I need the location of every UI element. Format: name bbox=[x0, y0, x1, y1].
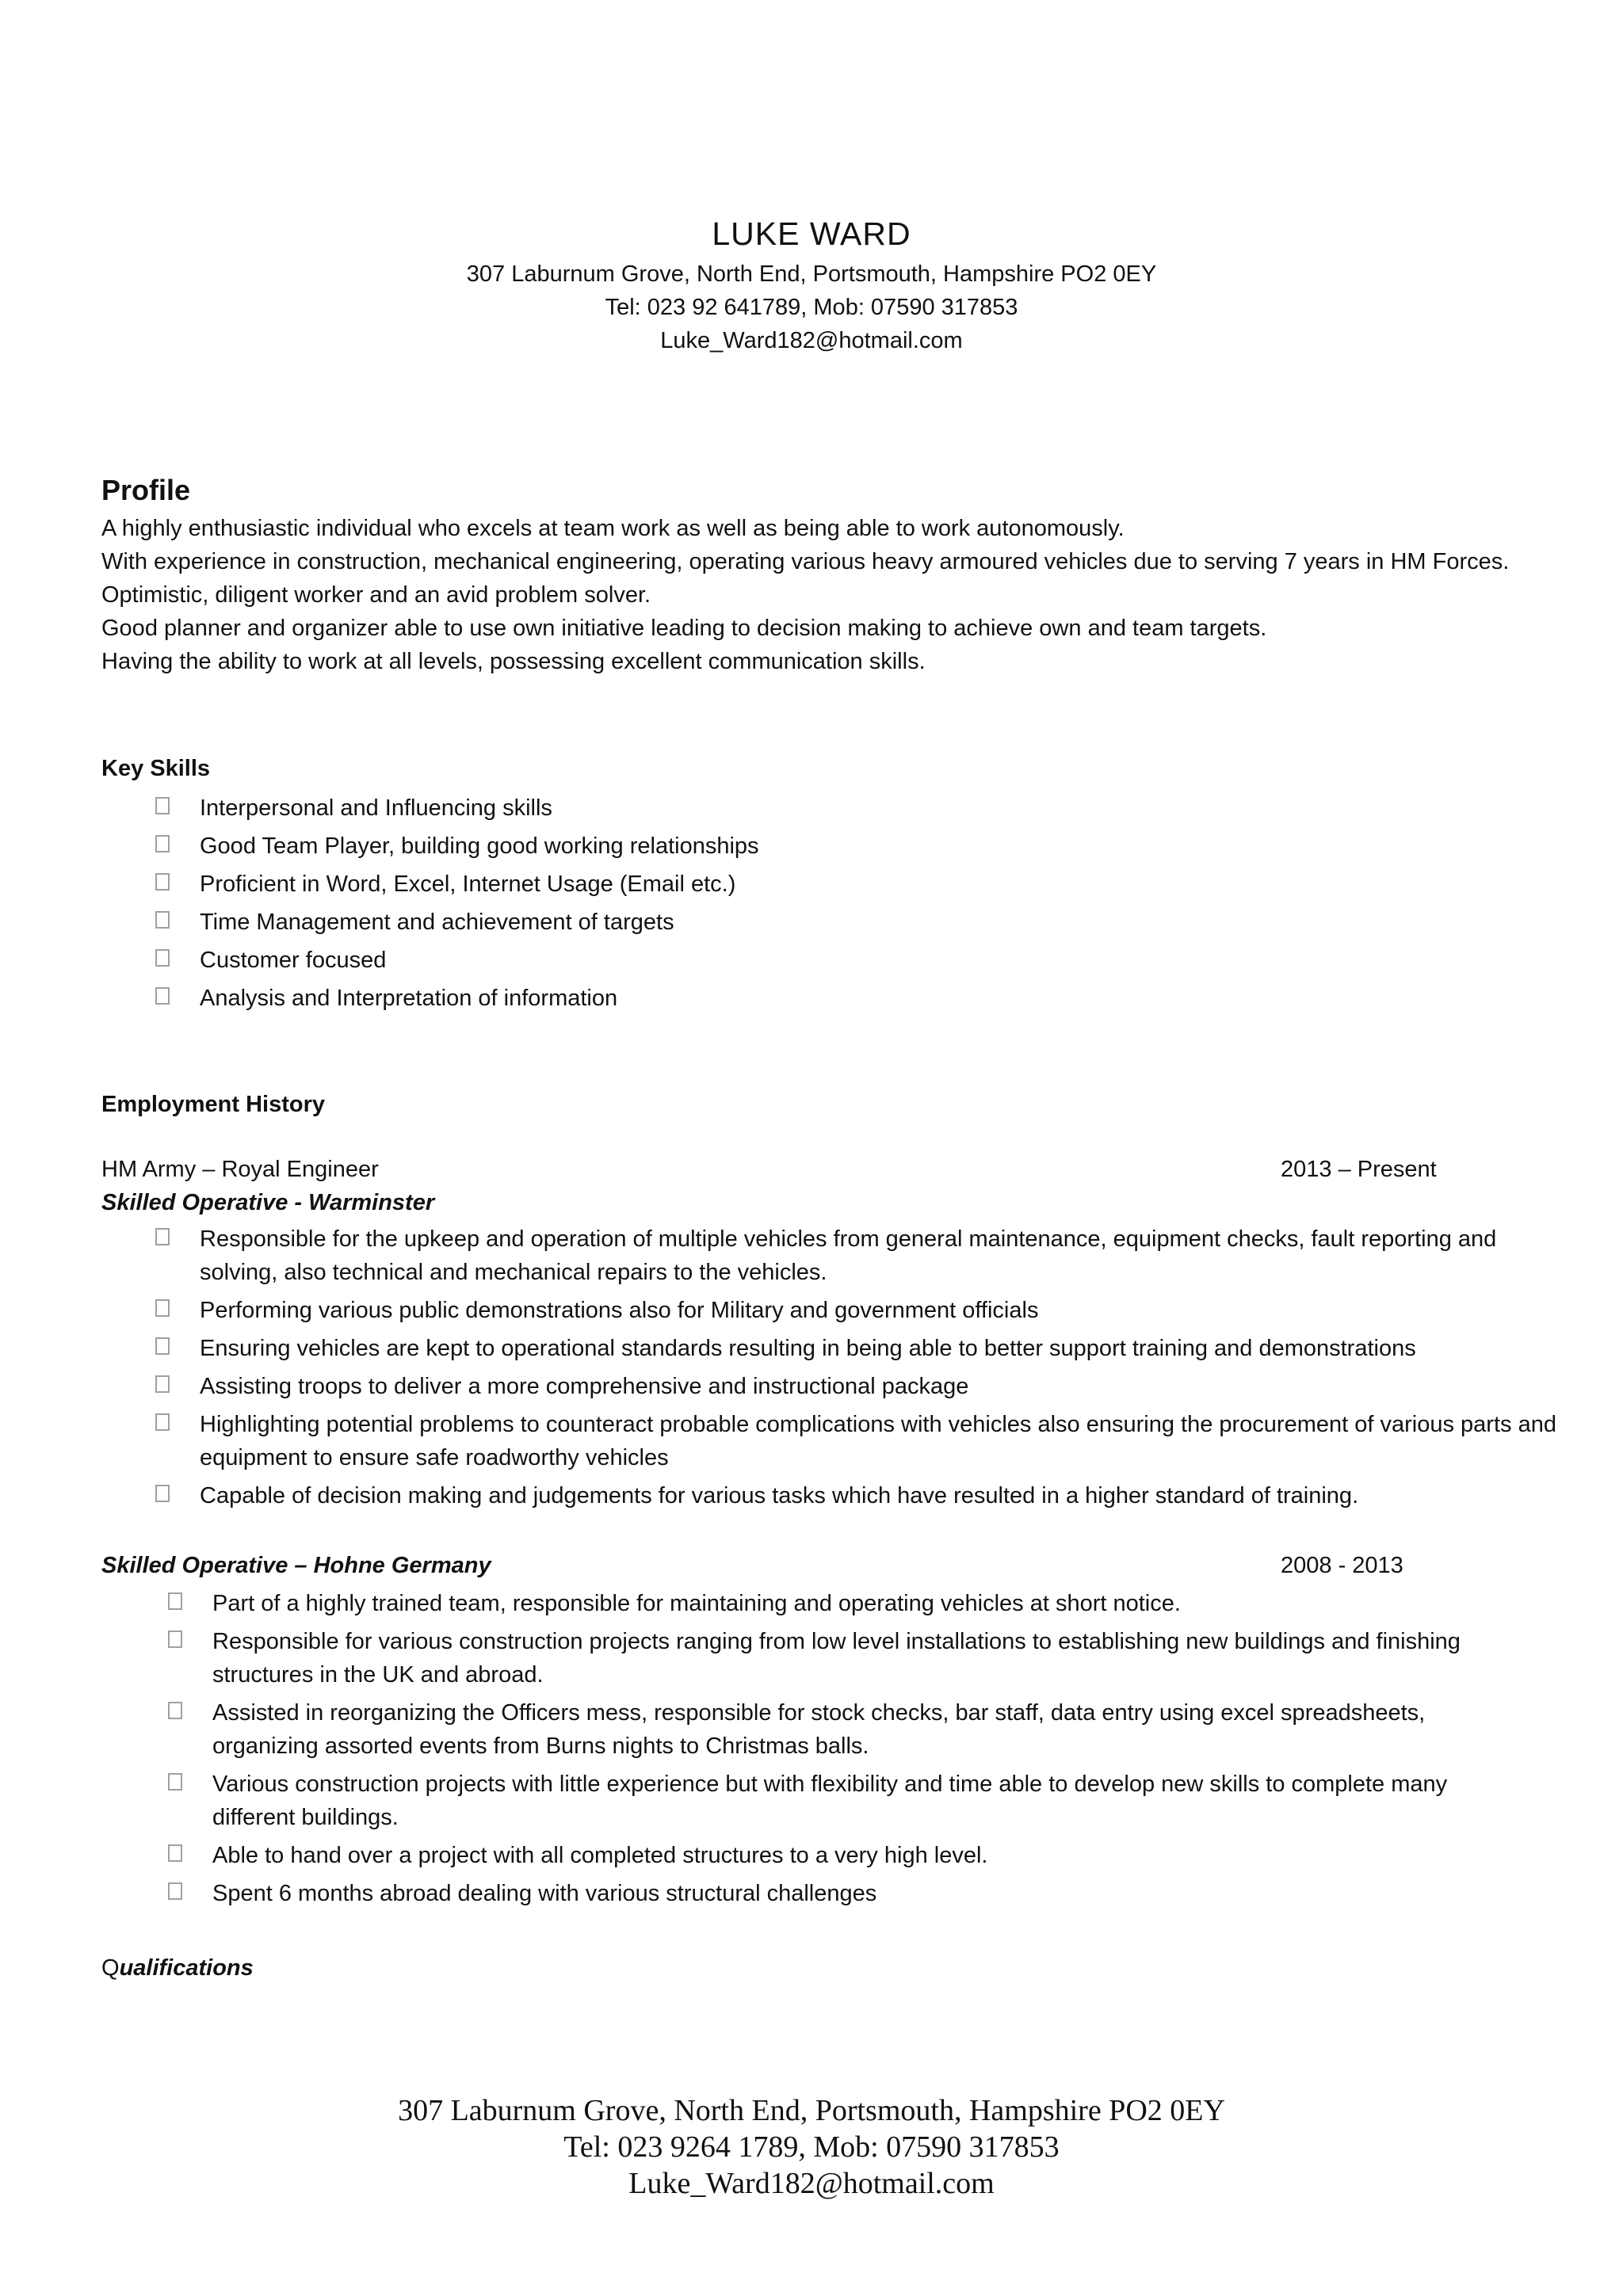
skill-text: Analysis and Interpretation of information bbox=[200, 986, 618, 1011]
profile-line: A highly enthusiastic individual who excels at team work as well as being able to work autonomously. bbox=[101, 516, 1125, 541]
job2-duties bbox=[168, 1587, 1531, 1915]
header-email: Luke_Ward182@hotmail.com bbox=[660, 328, 963, 353]
list-item bbox=[155, 868, 1582, 901]
list-item bbox=[168, 1587, 1531, 1620]
duty-text: Highlighting potential problems to counteract probable complications with vehicles also ensuring the procurement of various parts and equipment to ensure safe roadworthy vehicles bbox=[200, 1412, 1556, 1470]
list-item bbox=[155, 1408, 1566, 1474]
job-role: Skilled Operative - Warminster bbox=[101, 1190, 435, 1215]
list-item bbox=[155, 944, 1582, 977]
employment-heading: Employment History bbox=[101, 1092, 325, 1117]
checkbox-icon bbox=[155, 873, 170, 891]
job-dates: 2013 – Present bbox=[1281, 1157, 1437, 1182]
footer-email: Luke_Ward182@hotmail.com bbox=[628, 2167, 995, 2200]
job-dates: 2008 - 2013 bbox=[1281, 1553, 1403, 1578]
list-item bbox=[168, 1839, 1531, 1872]
footer-address: 307 Laburnum Grove, North End, Portsmouth, Hampshire PO2 0EY bbox=[398, 2094, 1225, 2127]
profile-line: Having the ability to work at all levels, possessing excellent communication skills. bbox=[101, 649, 926, 674]
list-item bbox=[155, 982, 1582, 1015]
checkbox-icon bbox=[155, 1228, 170, 1245]
list-item bbox=[168, 1768, 1531, 1834]
checkbox-icon bbox=[155, 949, 170, 967]
checkbox-icon bbox=[155, 1299, 170, 1317]
key-skills-heading: Key Skills bbox=[101, 756, 211, 781]
skill-text: Good Team Player, building good working relationships bbox=[200, 833, 759, 859]
qualifications-heading bbox=[101, 1955, 254, 1981]
skill-text: Time Management and achievement of targets bbox=[200, 910, 674, 935]
duty-text: Assisted in reorganizing the Officers mess, responsible for stock checks, bar staff, data entry using excel spreadsheets, organizing assorted events from Burns nights to Christmas balls. bbox=[212, 1700, 1426, 1759]
checkbox-icon bbox=[155, 1337, 170, 1355]
checkbox-icon bbox=[155, 987, 170, 1005]
checkbox-icon bbox=[168, 1702, 182, 1719]
profile-heading: Profile bbox=[101, 474, 191, 506]
job-employer: HM Army – Royal Engineer bbox=[101, 1157, 379, 1182]
checkbox-icon bbox=[155, 1413, 170, 1431]
list-item bbox=[155, 791, 1582, 825]
job1-duties bbox=[155, 1222, 1566, 1517]
checkbox-icon bbox=[155, 911, 170, 929]
duty-text: Capable of decision making and judgements for various tasks which have resulted in a higher standard of training. bbox=[200, 1483, 1359, 1508]
checkbox-icon bbox=[168, 1592, 182, 1610]
checkbox-icon bbox=[168, 1773, 182, 1791]
header-phone: Tel: 023 92 641789, Mob: 07590 317853 bbox=[605, 295, 1018, 320]
duty-text: Various construction projects with little experience but with flexibility and time able to develop new skills to complete many different buildings. bbox=[212, 1772, 1448, 1830]
profile-line: With experience in construction, mechanical engineering, operating various heavy armoured vehicles due to serving 7 years in HM Forces. bbox=[101, 549, 1510, 574]
list-item bbox=[168, 1625, 1531, 1691]
key-skills-list bbox=[155, 791, 1582, 1020]
duty-text: Spent 6 months abroad dealing with various structural challenges bbox=[212, 1881, 877, 1906]
list-item bbox=[155, 1222, 1566, 1289]
header-address: 307 Laburnum Grove, North End, Portsmouth, Hampshire PO2 0EY bbox=[466, 261, 1157, 287]
skill-text: Proficient in Word, Excel, Internet Usage (Email etc.) bbox=[200, 871, 736, 897]
checkbox-icon bbox=[155, 1485, 170, 1502]
skill-text: Interpersonal and Influencing skills bbox=[200, 795, 552, 821]
list-item bbox=[155, 1332, 1566, 1365]
list-item bbox=[155, 1479, 1566, 1512]
qualifications-rest: ualifications bbox=[119, 1955, 254, 1981]
checkbox-icon bbox=[155, 1375, 170, 1393]
checkbox-icon bbox=[155, 835, 170, 852]
list-item bbox=[168, 1877, 1531, 1910]
checkbox-icon bbox=[168, 1630, 182, 1648]
duty-text: Performing various public demonstrations also for Military and government officials bbox=[200, 1298, 1039, 1323]
duty-text: Assisting troops to deliver a more comprehensive and instructional package bbox=[200, 1374, 969, 1399]
profile-line: Optimistic, diligent worker and an avid problem solver. bbox=[101, 582, 651, 608]
duty-text: Part of a highly trained team, responsible for maintaining and operating vehicles at short notice. bbox=[212, 1591, 1181, 1616]
checkbox-icon bbox=[168, 1882, 182, 1900]
candidate-name: LUKE WARD bbox=[712, 215, 911, 252]
profile-text bbox=[101, 512, 1552, 678]
checkbox-icon bbox=[155, 797, 170, 814]
profile-line: Good planner and organizer able to use own initiative leading to decision making to achieve own and team targets. bbox=[101, 616, 1267, 641]
list-item bbox=[168, 1696, 1531, 1763]
job-role: Skilled Operative – Hohne Germany bbox=[101, 1553, 491, 1578]
duty-text: Ensuring vehicles are kept to operational standards resulting in being able to better support training and demonstrations bbox=[200, 1336, 1416, 1361]
list-item bbox=[155, 906, 1582, 939]
duty-text: Responsible for various construction projects ranging from low level installations to establishing new buildings and finishing structures in the UK and abroad. bbox=[212, 1629, 1461, 1688]
qualifications-first-letter: Q bbox=[101, 1955, 120, 1981]
skill-text: Customer focused bbox=[200, 948, 387, 973]
list-item bbox=[155, 830, 1582, 863]
list-item bbox=[155, 1294, 1566, 1327]
footer-phone: Tel: 023 9264 1789, Mob: 07590 317853 bbox=[563, 2130, 1060, 2164]
duty-text: Able to hand over a project with all completed structures to a very high level. bbox=[212, 1843, 988, 1868]
list-item bbox=[155, 1370, 1566, 1403]
duty-text: Responsible for the upkeep and operation of multiple vehicles from general maintenance, equipment checks, fault reporting and solving, also technical and mechanical repairs to the vehicles. bbox=[200, 1226, 1497, 1285]
checkbox-icon bbox=[168, 1844, 182, 1862]
